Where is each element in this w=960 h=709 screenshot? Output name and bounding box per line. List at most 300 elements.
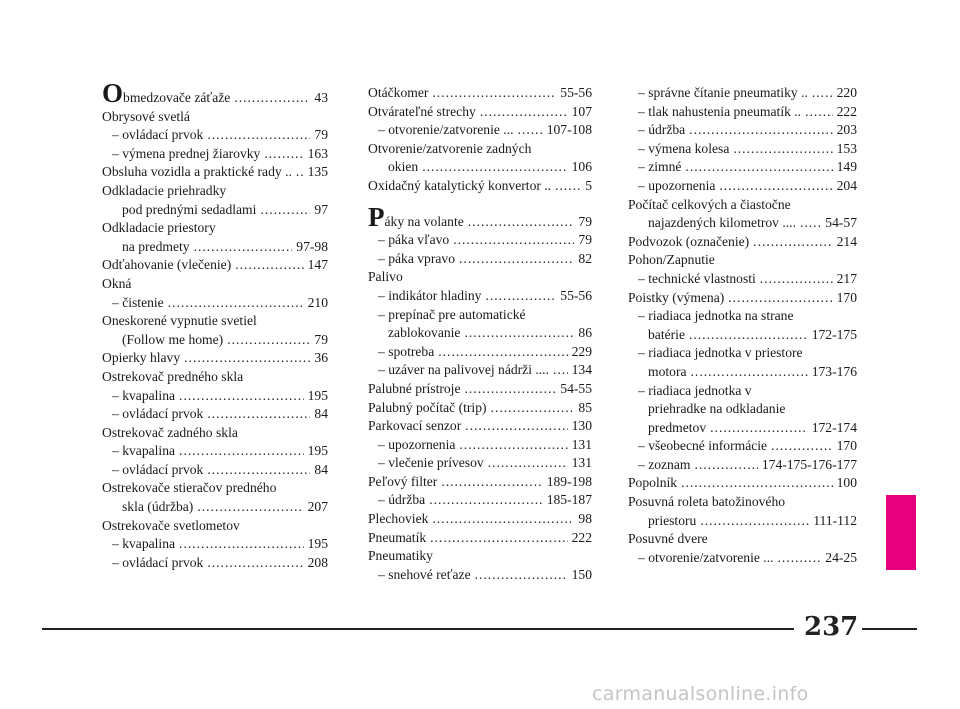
entry-term-text: Palubný počítač (trip) xyxy=(368,399,487,415)
index-entry xyxy=(368,510,592,529)
section-gap xyxy=(368,196,592,208)
entry-page-ref: 86 xyxy=(578,325,592,341)
index-entry xyxy=(628,512,857,531)
entry-term xyxy=(378,566,471,585)
entry-term xyxy=(368,84,428,103)
entry-term-text: – ovládací prvok xyxy=(112,554,204,570)
entry-term xyxy=(628,196,791,215)
index-entry xyxy=(102,535,328,554)
index-entry xyxy=(368,306,592,325)
dot-leader xyxy=(681,474,833,493)
entry-term xyxy=(122,498,193,517)
entry-page-ref: 97 xyxy=(314,201,328,217)
index-entry xyxy=(102,219,328,238)
entry-term xyxy=(378,250,455,269)
entry-term xyxy=(102,349,180,368)
dot-leader xyxy=(441,473,542,492)
index-entry xyxy=(368,250,592,269)
index-entry xyxy=(628,437,857,456)
entry-page-ref: 210 xyxy=(307,294,328,310)
index-entry xyxy=(368,380,592,399)
dot-leader xyxy=(685,158,832,177)
entry-term xyxy=(102,275,131,294)
entry-term xyxy=(628,289,724,308)
entry-term xyxy=(648,326,685,345)
entry-page-ref: 220 xyxy=(836,85,857,100)
entry-term xyxy=(368,547,433,566)
entry-term-text: – indikátor hladiny xyxy=(378,287,482,303)
entry-term-text: priehradke na odkladanie xyxy=(648,401,786,417)
dot-leader xyxy=(485,287,556,306)
entry-term xyxy=(638,177,715,196)
entry-term-text: – výmena kolesa xyxy=(638,140,730,156)
dot-leader xyxy=(760,270,833,289)
dot-leader xyxy=(778,549,822,568)
entry-term-text: pod prednými sedadlami xyxy=(122,201,257,217)
index-entry xyxy=(102,108,328,127)
entry-term-text: okien xyxy=(388,159,419,175)
entry-term-text: Popolník xyxy=(628,475,678,491)
dot-leader xyxy=(800,214,821,233)
dot-leader xyxy=(812,84,833,103)
entry-term-text: Ostrekovač predného skla xyxy=(102,368,244,384)
entry-term-text: Palivo xyxy=(368,269,403,285)
dot-leader xyxy=(464,324,574,343)
entry-term-text: – riadiaca jednotka na strane xyxy=(638,308,794,324)
entry-term-text: – snehové reťaze xyxy=(378,566,471,582)
dot-leader xyxy=(771,437,833,456)
entry-term xyxy=(102,78,231,108)
dot-leader xyxy=(733,140,832,159)
entry-term xyxy=(102,182,226,201)
entry-term xyxy=(648,214,796,233)
entry-term-text: Posuvná roleta batožinového xyxy=(628,494,786,510)
entry-page-ref: 82 xyxy=(578,250,592,266)
dot-leader xyxy=(468,213,575,232)
index-entry xyxy=(368,566,592,585)
index-entry xyxy=(368,140,592,159)
entry-page-ref: 36 xyxy=(314,350,328,366)
dot-leader xyxy=(459,250,574,269)
entry-term xyxy=(368,417,461,436)
index-entry xyxy=(628,140,857,159)
dot-leader xyxy=(555,177,581,196)
index-entry xyxy=(628,326,857,345)
index-entry xyxy=(628,121,857,140)
dot-leader xyxy=(459,436,567,455)
entry-term xyxy=(368,177,551,196)
entry-term xyxy=(368,529,426,548)
entry-term-text: Pohon/Zapnutie xyxy=(628,252,715,268)
entry-page-ref: 204 xyxy=(836,177,857,193)
dot-leader xyxy=(491,399,575,418)
index-entry xyxy=(628,419,857,438)
entry-term xyxy=(648,400,785,419)
index-entry xyxy=(368,417,592,436)
entry-term xyxy=(102,219,216,238)
index-entry xyxy=(102,479,328,498)
entry-term-text: Posuvné dvere xyxy=(628,531,708,547)
dot-leader xyxy=(728,289,832,308)
entry-page-ref: 174-175-176-177 xyxy=(761,456,857,472)
dot-leader xyxy=(753,233,832,252)
dot-leader xyxy=(197,498,303,517)
entry-page-ref: 217 xyxy=(836,270,857,286)
dot-leader xyxy=(432,84,556,103)
entry-page-ref: 207 xyxy=(307,499,328,515)
entry-term xyxy=(648,512,696,531)
entry-page-ref: 54-55 xyxy=(560,380,592,396)
entry-term xyxy=(122,331,223,350)
index-entry xyxy=(628,214,857,233)
index-entry xyxy=(628,103,857,122)
entry-page-ref: 195 xyxy=(307,387,328,403)
entry-term-text: Opierky hlavy xyxy=(102,350,181,366)
entry-page-ref: 79 xyxy=(314,331,328,347)
entry-term-text: áky na volante xyxy=(384,213,464,229)
index-entry xyxy=(102,331,328,350)
entry-term-text: – páka vpravo xyxy=(378,250,456,266)
section-tab-marker xyxy=(886,495,916,570)
entry-term-text: Pneumatík xyxy=(368,529,427,545)
index-entry xyxy=(102,387,328,406)
entry-term-text: – ovládací prvok xyxy=(112,406,204,422)
dot-leader xyxy=(179,387,304,406)
index-entry xyxy=(102,163,328,182)
dot-leader xyxy=(179,442,304,461)
index-entry xyxy=(368,547,592,566)
index-entry xyxy=(628,382,857,401)
entry-page-ref: 147 xyxy=(307,257,328,273)
index-entry xyxy=(628,493,857,512)
index-entry xyxy=(102,256,328,275)
entry-term xyxy=(122,238,190,257)
entry-term-text: – spotreba xyxy=(378,343,435,359)
entry-page-ref: 111-112 xyxy=(813,512,857,528)
entry-term xyxy=(378,436,455,455)
entry-term-text: bmedzovače záťaže xyxy=(123,90,231,105)
entry-term-text: – kvapalina xyxy=(112,387,176,403)
entry-page-ref: 172-175 xyxy=(811,326,857,342)
entry-term xyxy=(628,493,785,512)
entry-term-text: – tlak nahustenia pneumatík .. xyxy=(638,103,802,119)
entry-term xyxy=(112,535,175,554)
entry-term-text: Oxidačný katalytický konvertor .. xyxy=(368,177,552,193)
entry-page-ref: 135 xyxy=(307,164,328,180)
index-entry xyxy=(102,275,328,294)
index-entry xyxy=(102,126,328,145)
dot-leader xyxy=(184,349,310,368)
entry-term-text: – ovládací prvok xyxy=(112,127,204,143)
section-initial-letter: O xyxy=(102,78,124,108)
entry-page-ref: 163 xyxy=(307,145,328,161)
entry-page-ref: 208 xyxy=(307,554,328,570)
entry-page-ref: 55-56 xyxy=(560,85,592,100)
footer-rule-left xyxy=(42,628,794,630)
entry-term xyxy=(638,103,801,122)
entry-term-text: Odťahovanie (vlečenie) xyxy=(102,257,232,273)
index-entry xyxy=(368,177,592,196)
entry-term-text: – všeobecné informácie xyxy=(638,438,768,454)
entry-term xyxy=(102,163,292,182)
entry-term-text: – čistenie xyxy=(112,294,164,310)
entry-term-text: – otvorenie/zatvorenie ... xyxy=(638,549,774,565)
entry-term-text: priestoru xyxy=(648,512,697,528)
dot-leader xyxy=(179,535,304,554)
entry-term xyxy=(648,419,706,438)
entry-term xyxy=(378,491,425,510)
entry-term-text: – vlečenie prívesov xyxy=(378,455,484,471)
entry-term-text: – upozornenia xyxy=(378,436,456,452)
entry-page-ref: 98 xyxy=(578,511,592,527)
entry-page-ref: 149 xyxy=(836,159,857,175)
dot-leader xyxy=(689,326,808,345)
dot-leader xyxy=(234,89,310,108)
entry-term xyxy=(368,380,461,399)
entry-page-ref: 107 xyxy=(571,103,592,119)
page-number: 237 xyxy=(804,612,859,642)
index-entry xyxy=(102,182,328,201)
entry-page-ref: 189-198 xyxy=(546,473,592,489)
entry-page-ref: 106 xyxy=(571,159,592,175)
index-entry xyxy=(102,349,328,368)
entry-term xyxy=(378,121,514,140)
entry-page-ref: 150 xyxy=(571,566,592,582)
entry-term xyxy=(628,530,708,549)
index-entry xyxy=(102,312,328,331)
entry-term-text: Palubné prístroje xyxy=(368,380,461,396)
index-column-3 xyxy=(628,84,857,567)
entry-term-text: motora xyxy=(648,363,687,379)
entry-term xyxy=(102,368,243,387)
entry-term-text: – ovládací prvok xyxy=(112,461,204,477)
entry-term-text: Obsluha vozidla a praktické rady .. xyxy=(102,164,292,180)
entry-term-text: – výmena prednej žiarovky xyxy=(112,145,261,161)
entry-term-text: – riadiaca jednotka v priestore xyxy=(638,345,803,361)
entry-term-text: Ostrekovač zadného skla xyxy=(102,424,238,440)
index-entry xyxy=(628,289,857,308)
entry-page-ref: 195 xyxy=(307,536,328,552)
dot-leader xyxy=(518,121,543,140)
entry-term-text: skla (údržba) xyxy=(122,499,194,515)
entry-term-text: Otáčkomer xyxy=(368,85,429,100)
entry-term xyxy=(368,268,403,287)
entry-term xyxy=(638,456,690,475)
entry-term-text: – páka vľavo xyxy=(378,232,450,248)
entry-page-ref: 84 xyxy=(314,461,328,477)
entry-page-ref: 229 xyxy=(571,343,592,359)
entry-term xyxy=(368,399,487,418)
index-entry xyxy=(102,442,328,461)
entry-term-text: Odkladacie priehradky xyxy=(102,182,227,198)
dot-leader xyxy=(422,158,567,177)
index-entry xyxy=(368,343,592,362)
entry-term-text: Obrysové svetlá xyxy=(102,108,190,124)
index-entry xyxy=(368,158,592,177)
entry-term xyxy=(378,361,549,380)
entry-page-ref: 79 xyxy=(578,213,592,229)
entry-term xyxy=(638,549,774,568)
entry-term-text: – zoznam xyxy=(638,456,691,472)
entry-page-ref: 153 xyxy=(836,140,857,156)
entry-term-text: – uzáver na palivovej nádrži .... xyxy=(378,362,549,378)
entry-page-ref: 173-176 xyxy=(811,363,857,379)
entry-term xyxy=(112,145,260,164)
entry-page-ref: 85 xyxy=(578,399,592,415)
index-entry xyxy=(368,84,592,103)
entry-term xyxy=(378,454,484,473)
index-entry xyxy=(368,454,592,473)
entry-term-text: – riadiaca jednotka v xyxy=(638,382,752,398)
entry-term xyxy=(638,307,794,326)
index-entry xyxy=(628,456,857,475)
index-entry xyxy=(628,158,857,177)
dot-leader xyxy=(235,256,303,275)
entry-page-ref: 107-108 xyxy=(546,122,592,138)
dot-leader xyxy=(465,380,557,399)
index-entry xyxy=(102,517,328,536)
entry-term xyxy=(368,510,428,529)
entry-term-text: Okná xyxy=(102,275,132,291)
entry-page-ref: 170 xyxy=(836,438,857,454)
dot-leader xyxy=(465,417,567,436)
dot-leader xyxy=(689,121,832,140)
entry-term-text: predmetov xyxy=(648,419,707,435)
entry-term-text: – otvorenie/zatvorenie ... xyxy=(378,122,514,138)
index-entry xyxy=(368,324,592,343)
entry-page-ref: 131 xyxy=(571,436,592,452)
entry-page-ref: 185-187 xyxy=(546,492,592,508)
entry-term xyxy=(638,121,685,140)
index-column-2 xyxy=(368,84,592,584)
entry-term-text: Plechoviek xyxy=(368,511,429,527)
entry-term-text: zablokovanie xyxy=(388,325,461,341)
entry-term xyxy=(368,473,437,492)
index-entry xyxy=(368,231,592,250)
index-entry xyxy=(368,121,592,140)
entry-term-text: – upozornenia xyxy=(638,177,716,193)
dot-leader xyxy=(260,201,310,220)
index-entry xyxy=(102,368,328,387)
entry-term-text: Poistky (výmena) xyxy=(628,289,725,305)
entry-term-text: Ostrekovače svetlometov xyxy=(102,517,240,533)
entry-term xyxy=(368,201,464,232)
entry-page-ref: 203 xyxy=(836,122,857,138)
entry-term-text: Otvárateľné strechy xyxy=(368,103,476,119)
entry-term-text: Pneumatiky xyxy=(368,548,433,564)
entry-term-text: Parkovací senzor xyxy=(368,418,462,434)
dot-leader xyxy=(430,529,567,548)
entry-term xyxy=(378,287,481,306)
index-entry xyxy=(102,554,328,573)
entry-page-ref: 5 xyxy=(585,177,592,193)
entry-page-ref: 170 xyxy=(836,289,857,305)
watermark: carmanualsonline.info xyxy=(592,683,809,705)
entry-term-text: Počítač celkových a čiastočne xyxy=(628,196,791,212)
index-entry xyxy=(368,399,592,418)
dot-leader xyxy=(700,512,809,531)
footer-rule-right xyxy=(862,628,917,630)
index-entry xyxy=(368,103,592,122)
dot-leader xyxy=(694,456,757,475)
entry-term xyxy=(638,158,681,177)
entry-page-ref: 43 xyxy=(314,90,328,105)
entry-term xyxy=(378,343,434,362)
index-entry xyxy=(102,461,328,480)
entry-term xyxy=(112,554,203,573)
entry-term xyxy=(102,108,190,127)
dot-leader xyxy=(453,231,574,250)
index-entry xyxy=(102,294,328,313)
entry-term-text: – správne čítanie pneumatiky .. xyxy=(638,85,808,100)
index-entry xyxy=(368,361,592,380)
index-entry xyxy=(628,474,857,493)
dot-leader xyxy=(168,294,304,313)
entry-page-ref: 222 xyxy=(836,103,857,119)
entry-term xyxy=(388,324,460,343)
index-entry xyxy=(628,251,857,270)
entry-page-ref: 100 xyxy=(836,475,857,491)
entry-term-text: – údržba xyxy=(638,122,686,138)
index-entry xyxy=(368,268,592,287)
entry-term-text: najazdených kilometrov .... xyxy=(648,215,796,231)
entry-page-ref: 55-56 xyxy=(560,287,592,303)
index-entry xyxy=(628,344,857,363)
index-entry xyxy=(628,177,857,196)
index-entry xyxy=(368,473,592,492)
dot-leader xyxy=(432,510,574,529)
entry-term xyxy=(378,231,449,250)
index-entry xyxy=(628,400,857,419)
dot-leader xyxy=(805,103,833,122)
entry-page-ref: 195 xyxy=(307,443,328,459)
index-entry xyxy=(628,84,857,103)
index-entry xyxy=(368,201,592,232)
dot-leader xyxy=(429,491,543,510)
entry-term-text: Ostrekovače stieračov predného xyxy=(102,480,277,496)
entry-term-text: Peľový filter xyxy=(368,473,438,489)
entry-page-ref: 214 xyxy=(836,233,857,249)
entry-term-text: (Follow me home) xyxy=(122,331,224,347)
index-entry xyxy=(628,307,857,326)
entry-term xyxy=(388,158,418,177)
index-entry xyxy=(102,498,328,517)
entry-term xyxy=(648,363,687,382)
entry-term xyxy=(112,405,203,424)
index-entry xyxy=(628,530,857,549)
dot-leader xyxy=(207,405,310,424)
entry-term xyxy=(638,382,752,401)
index-entry xyxy=(628,270,857,289)
entry-term xyxy=(628,474,677,493)
index-entry xyxy=(628,363,857,382)
entry-term-text: Podvozok (označenie) xyxy=(628,233,750,249)
entry-term xyxy=(368,103,476,122)
dot-leader xyxy=(207,461,310,480)
index-entry xyxy=(102,238,328,257)
index-entry xyxy=(102,405,328,424)
entry-page-ref: 131 xyxy=(571,455,592,471)
entry-term xyxy=(112,442,175,461)
entry-term xyxy=(638,140,729,159)
entry-term xyxy=(638,344,803,363)
entry-page-ref: 24-25 xyxy=(825,549,857,565)
entry-term-text: Odkladacie priestory xyxy=(102,220,216,236)
index-entry xyxy=(628,196,857,215)
section-initial-letter: P xyxy=(368,201,385,232)
index-entry xyxy=(628,233,857,252)
dot-leader xyxy=(438,343,567,362)
